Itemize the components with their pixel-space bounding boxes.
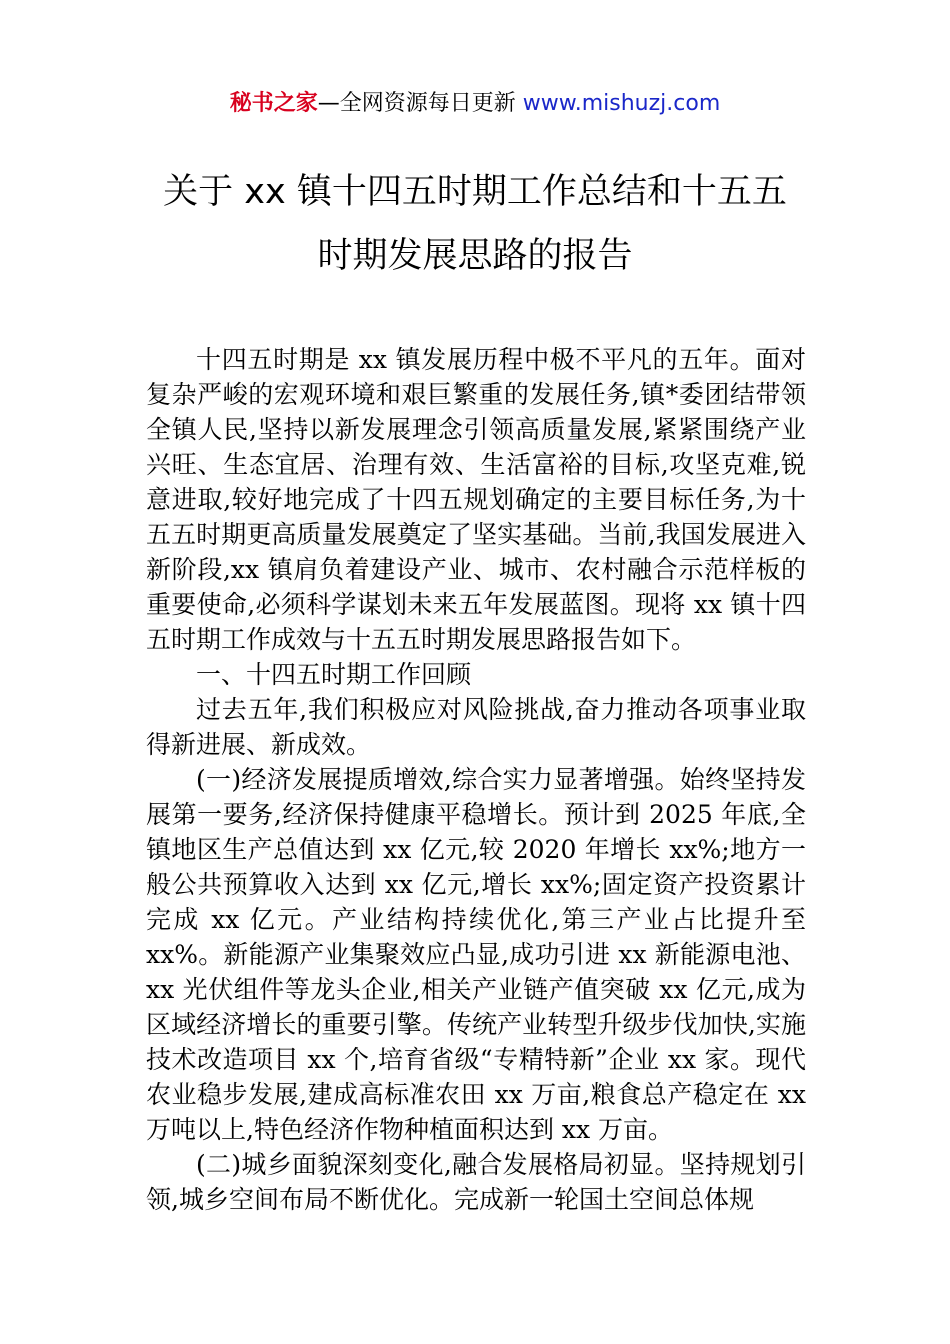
urban-rural-paragraph: (二)城乡面貌深刻变化,融合发展格局初显。坚持规划引领,城乡空间布局不断优化。完成新一轮国土空间总体规 <box>146 1150 806 1214</box>
title-line-2: 时期发展思路的报告 <box>317 236 633 276</box>
section-heading: 一、十四五时期工作回顾 <box>196 660 472 689</box>
title-line-1: 关于 xx 镇十四五时期工作总结和十五五 <box>163 172 787 212</box>
site-url-link[interactable]: www.mishuzj.com <box>522 91 721 116</box>
header-tagline: —全网资源每日更新 <box>317 91 516 116</box>
intro-paragraph: 十四五时期是 xx 镇发展历程中极不平凡的五年。面对复杂严峻的宏观环境和艰巨繁重的发展任务,镇*委团结带领全镇人民,坚持以新发展理念引领高质量发展,紧紧围绕产业兴旺、生态宜居、治理有效、生活富裕的目标,攻坚克难,锐意进取,较好地完成了十四五规划确定的主要目标任务,为十五五时期更高质量发展奠定了坚实基础。当前,我国发展进入新阶段,xx 镇肩负着建设产业、城市、农村融合示范样板的重要使命,必须科学谋划未来五年发展蓝图。现将 xx 镇十四五时期工作成效与十五五时期发展思路报告如下。 <box>146 345 806 654</box>
economy-paragraph: (一)经济发展提质增效,综合实力显著增强。始终坚持发展第一要务,经济保持健康平稳增长。预计到 2025 年底,全镇地区生产总值达到 xx 亿元,较 2020 年增长 xx%;地方一般公共预算收入达到 xx 亿元,增长 xx%;固定资产投资累计完成 xx 亿元。产业结构持续优化,第三产业占比提升至 xx%。新能源产业集聚效应凸显,成功引进 xx 新能源电池、xx 光伏组件等龙头企业,相关产业链产值突破 xx 亿元,成为区域经济增长的重要引擎。传统产业转型升级步伐加快,实施技术改造项目 xx 个,培育省级“专精特新”企业 xx 家。现代农业稳步发展,建成高标准农田 xx 万亩,粮食总产稳定在 xx 万吨以上,特色经济作物种植面积达到 xx 万亩。 <box>146 765 806 1144</box>
site-header <box>0 88 950 120</box>
review-paragraph: 过去五年,我们积极应对风险挑战,奋力推动各项事业取得新进展、新成效。 <box>146 695 806 759</box>
document-body <box>146 342 806 1217</box>
document-title <box>100 160 850 288</box>
brand-name: 秘书之家 <box>229 91 318 116</box>
